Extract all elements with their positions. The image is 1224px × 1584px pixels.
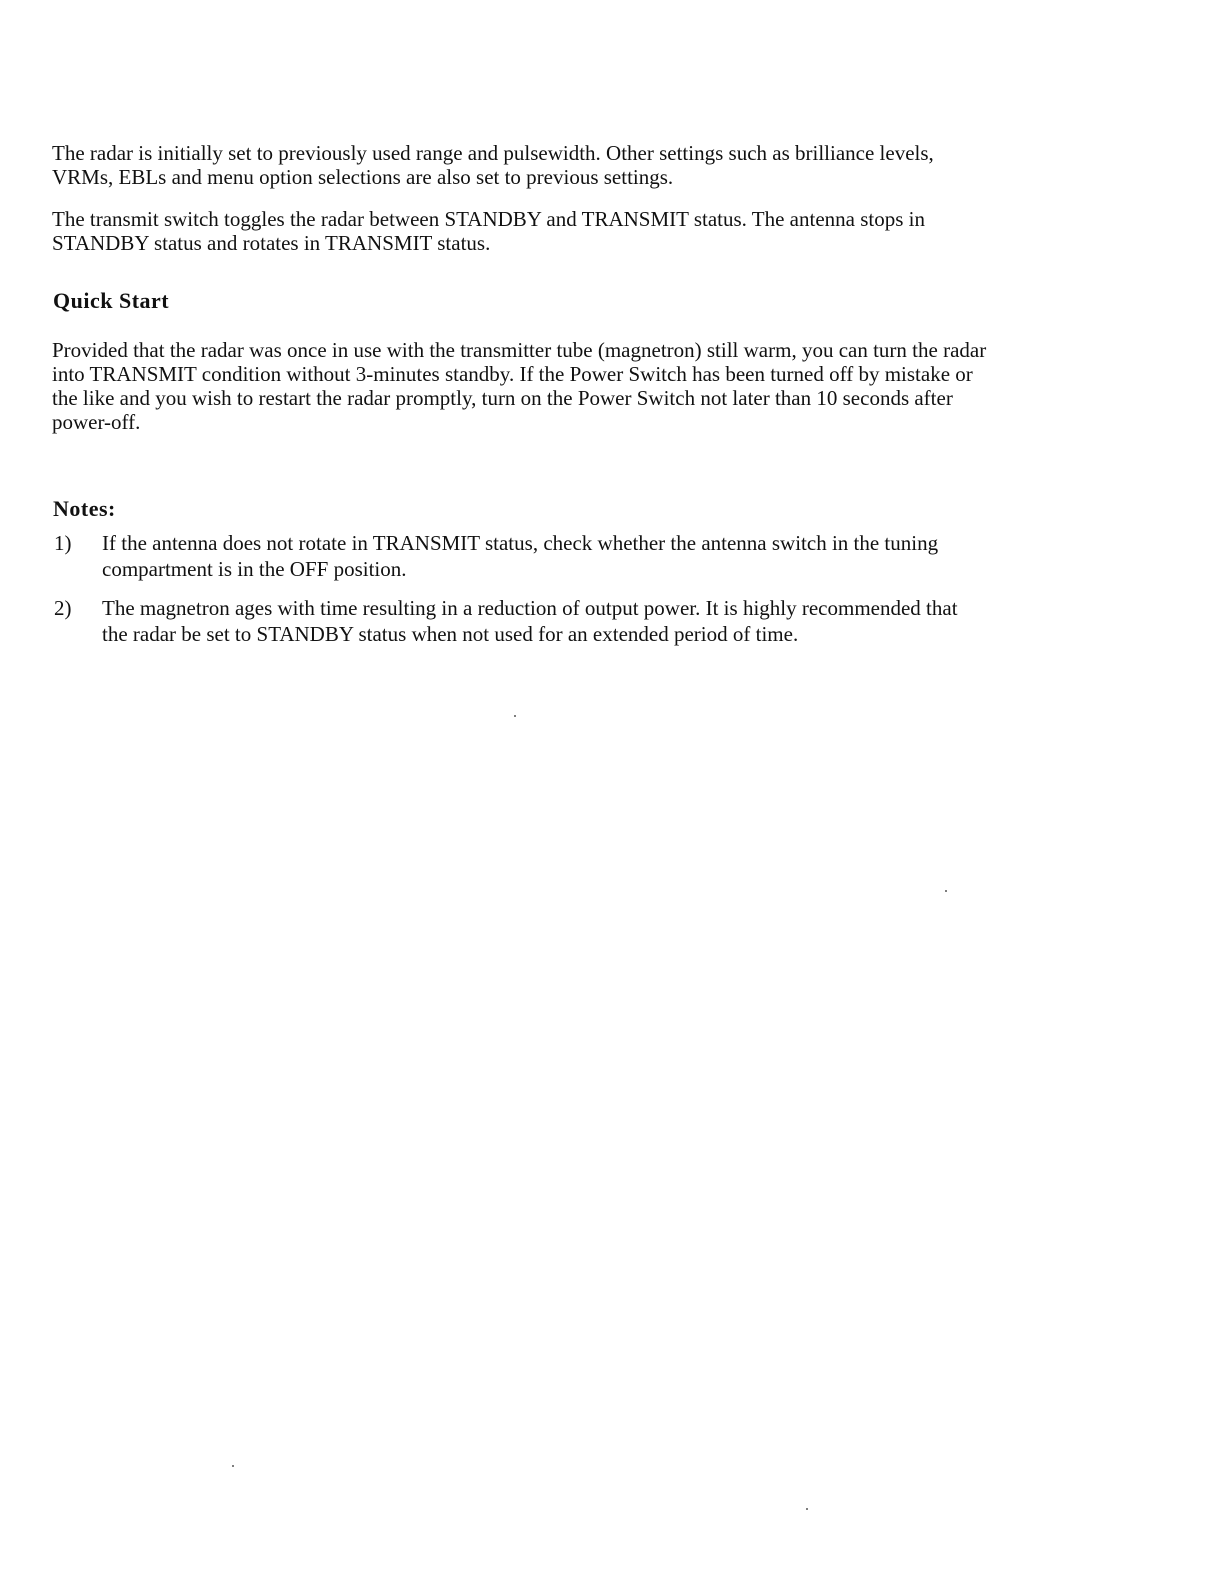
quick-start-paragraph: Provided that the radar was once in use with the transmitter tube (magnetron) still warm, you can turn the radar into TRANSMIT condition without 3-minutes standby. If the Power Switch has been turned off by mistake or the like and you wish to restart the radar promptly, turn on the Power Switch not later than 10 seconds after power-off. [52,338,987,434]
note-text: The magnetron ages with time resulting in a reduction of output power. It is highly recommended that the radar be set to STANDBY status when not used for an extended period of time. [102,596,958,646]
note-number: 2) [54,596,72,620]
note-number: 1) [54,531,72,555]
intro-paragraph-transmit-switch: The transmit switch toggles the radar between STANDBY and TRANSMIT status. The antenna stops in STANDBY status and rotates in TRANSMIT status. [52,207,925,255]
scan-speck [945,890,947,892]
intro-paragraph-settings: The radar is initially set to previously used range and pulsewidth. Other settings such as brilliance levels, VRMs, EBLs and menu option selections are also set to previous settings. [52,141,934,189]
quick-start-heading: Quick Start [53,288,170,313]
scan-speck [514,715,516,717]
notes-heading: Notes: [53,496,116,521]
note-text: If the antenna does not rotate in TRANSMIT status, check whether the antenna switch in the tuning compartment is in the OFF position. [102,531,939,581]
scan-speck [806,1508,808,1510]
scan-speck [232,1465,234,1467]
